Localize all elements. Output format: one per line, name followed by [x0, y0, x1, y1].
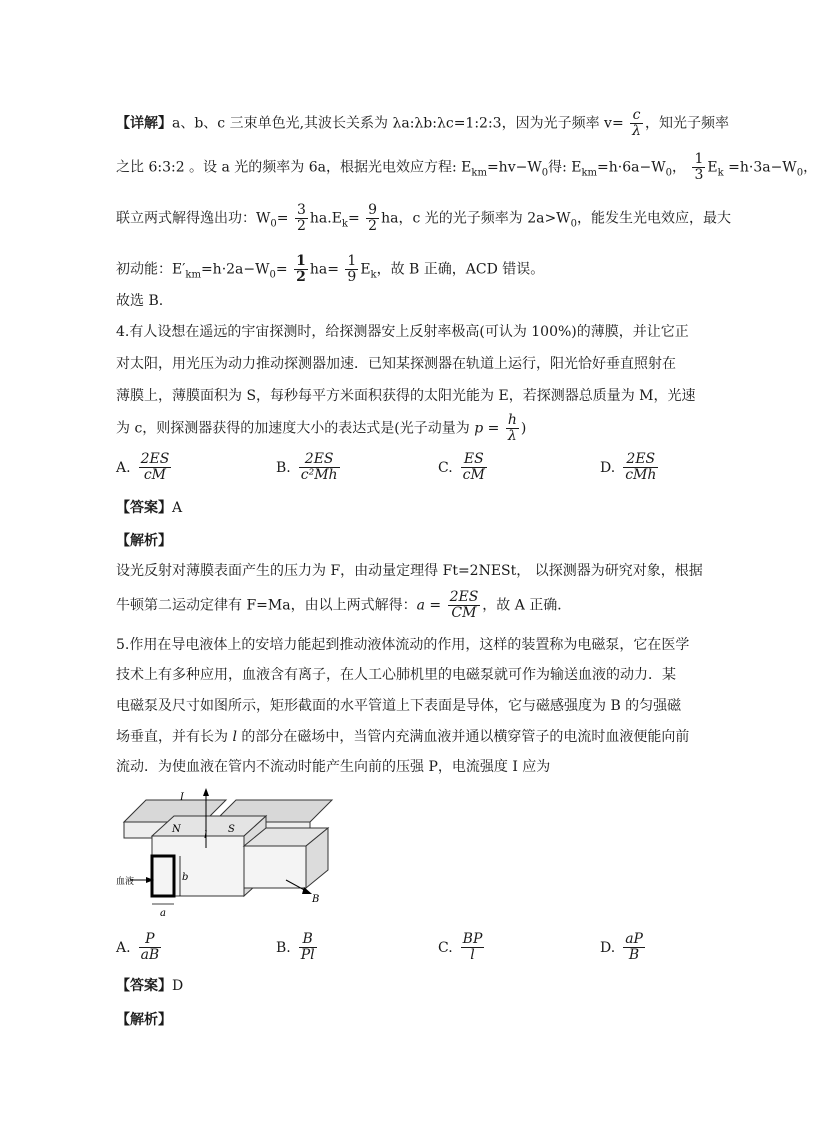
option-fraction	[139, 452, 172, 483]
detail-line-1	[116, 108, 729, 139]
detail-text-2g: =h·3a−W	[723, 159, 797, 176]
frac-den: cMh	[625, 467, 657, 483]
detail-text-2c: 得: E	[548, 159, 582, 176]
q4-sol-text-a: 牛顿第二运动定律有 F=Ma，由以上两式解得：	[116, 597, 417, 614]
sub-km: km	[581, 167, 598, 179]
sub-k: k	[717, 167, 724, 179]
pipe-right-front	[244, 846, 306, 888]
current-arrow-head	[203, 788, 209, 796]
one-ninth-fraction	[345, 254, 358, 285]
q5-option-b[interactable]	[276, 932, 319, 963]
option-label: A.	[116, 939, 131, 956]
frac-den: 2	[296, 218, 306, 234]
detail-text-3b: =	[276, 210, 289, 227]
frequency-fraction	[630, 108, 643, 139]
detail-text-4c: =	[275, 261, 288, 278]
frac-den: cM	[462, 467, 485, 483]
q5-line-4	[116, 728, 689, 746]
one-half-fraction	[294, 254, 308, 285]
detail-text-3e: ha，c 光的光子频率为 2a>W	[381, 210, 571, 227]
option-fraction	[139, 932, 162, 963]
momentum-symbol: p =	[474, 420, 500, 437]
frac-num: 1	[347, 253, 357, 269]
nine-halves-fraction	[366, 203, 379, 234]
frac-den: l	[470, 947, 475, 963]
detail-text-4b: =h·2a−W	[200, 261, 270, 278]
frac-num: 2ES	[140, 451, 170, 467]
q4-solution-1: 设光反射对薄膜表面产生的压力为 F，由动量定理得 Ft=2NESt， 以探测器为研究对象，根据	[116, 563, 703, 579]
fig-label-a: a	[160, 908, 166, 919]
q4-line-1: 4.有人设想在遥远的宇宙探测时，给探测器安上反射率极高(可认为 100%)的薄膜，并让它正	[116, 324, 689, 340]
frac-den: λ	[507, 428, 517, 444]
sub-0: 0	[796, 167, 804, 179]
sub-0: 0	[269, 269, 276, 281]
detail-text-3a: 联立两式解得逸出功：W	[116, 210, 271, 227]
q4-solution-2	[116, 590, 571, 621]
q5-line-1: 5.作用在导电液体上的安培力能起到推动液体流动的作用，这样的装置称为电磁泵，它在医学	[116, 637, 690, 653]
sub-0: 0	[570, 218, 577, 230]
frac-num: 3	[296, 202, 306, 218]
option-label: A.	[116, 459, 131, 476]
sub-km: km	[185, 269, 201, 281]
frac-num: 1	[296, 253, 306, 269]
frac-num: ES	[461, 452, 487, 468]
q5-option-a[interactable]	[116, 932, 163, 963]
detail-text-2d: =h·6a−W	[597, 159, 666, 176]
sub-k: k	[341, 218, 348, 230]
option-fraction	[299, 452, 340, 483]
answer-value: A	[172, 500, 183, 516]
q4-line-4	[116, 413, 526, 444]
frac-den: Pl	[300, 947, 315, 963]
fig-label-field: B	[312, 894, 320, 905]
frac-den: λ	[632, 123, 642, 139]
frac-den: cM	[143, 467, 167, 483]
option-fraction	[461, 932, 485, 963]
answer-tag: 【答案】	[116, 500, 172, 516]
q5-text-4b: 的部分在磁场中，当管内充满血液并通以横穿管子的电流时血液便能向前	[236, 729, 690, 745]
q5-text-4a: 场垂直，并有长为	[116, 729, 233, 745]
frac-num: 9	[368, 202, 378, 218]
frac-num: 1	[694, 151, 704, 167]
fig-label-i: I	[180, 792, 184, 803]
q4-option-a[interactable]	[116, 452, 173, 483]
frac-den: B	[628, 947, 640, 963]
frac-num: 2ES	[299, 452, 340, 468]
detail-text-2e: ，	[672, 159, 686, 176]
frac-den: 2	[368, 218, 378, 234]
sub-k: k	[370, 269, 377, 281]
length-symbol: l	[232, 729, 237, 745]
frac-num: BP	[462, 931, 483, 947]
q4-analysis-tag: 【解析】	[116, 533, 172, 549]
detail-line-4	[116, 254, 544, 285]
option-fraction	[299, 932, 317, 963]
option-label: D.	[600, 459, 616, 476]
option-label: B.	[276, 939, 291, 956]
detail-text-3c: ha.E	[309, 210, 342, 227]
frac-den: c²Mh	[300, 467, 338, 483]
q5-answer	[116, 977, 183, 995]
frac-den: aB	[140, 947, 160, 963]
q4-sol-text-b: ，故 A 正确．	[482, 597, 572, 614]
q5-line-3: 电磁泵及尺寸如图所示，矩形截面的水平管道上下表面是导体，它与磁感强度为 B 的匀强磁	[116, 698, 682, 714]
detail-text-4f: ，故 B 正确，ACD 错误。	[376, 261, 545, 278]
frac-den: 3	[694, 167, 704, 183]
detail-text-4a: 初动能：E′	[116, 261, 186, 278]
one-third-fraction	[692, 152, 705, 183]
fig-label-n: N	[172, 824, 181, 835]
option-fraction	[623, 932, 645, 963]
q4-answer	[116, 499, 182, 517]
q5-line-2: 技术上有多种应用，血液含有离子，在人工心肺机里的电磁泵就可作为输送血液的动力．某	[116, 667, 676, 683]
frac-num: h	[507, 412, 517, 428]
q4-text-4a: 为 c，则探测器获得的加速度大小的表达式是(光子动量为	[116, 420, 475, 437]
frac-num: P	[139, 932, 162, 948]
sub-km: km	[471, 167, 487, 179]
fig-label-b: b	[182, 872, 189, 883]
fig-label-blood: 血液	[116, 877, 135, 887]
q4-option-c[interactable]	[438, 452, 489, 483]
answer-tag: 【答案】	[116, 978, 172, 994]
frac-den: CM	[451, 605, 477, 621]
q4-text-4b: )	[520, 420, 527, 437]
q4-option-b[interactable]	[276, 452, 342, 483]
frac-den: 9	[347, 269, 357, 285]
q4-line-3: 薄膜上，薄膜面积为 S，每秒每平方米面积获得的太阳光能为 E，若探测器总质量为 M，光速	[116, 388, 696, 404]
q5-analysis-tag: 【解析】	[116, 1012, 172, 1028]
electromagnetic-pump-figure	[116, 788, 332, 920]
detail-text-1a: a、b、c 三束单色光,其波长关系为 λa:λb:λc=1:2:3，因为光子频率 v=	[172, 115, 624, 132]
q5-option-c[interactable]	[438, 932, 486, 963]
frac-num: 2ES	[449, 589, 479, 605]
choose-line: 故选 B.	[116, 293, 164, 309]
option-label: D.	[600, 939, 616, 956]
detail-text-2f: E	[707, 159, 718, 176]
detail-text-2a: 之比 6:3:2 。设 a 光的频率为 6a，根据光电效应方程: E	[116, 159, 472, 176]
detail-text-2b: =hv−W	[486, 159, 542, 176]
fig-label-s: S	[228, 824, 235, 835]
frac-num: aP	[625, 931, 643, 947]
detail-text-1b: ，知光子频率	[645, 115, 730, 132]
q5-line-5: 流动．为使血液在管内不流动时能产生向前的压强 P，电流强度 I 应为	[116, 759, 551, 775]
q5-option-d[interactable]	[600, 932, 647, 963]
option-fraction	[623, 452, 658, 483]
option-label: B.	[276, 459, 291, 476]
frac-den: 2	[296, 269, 306, 285]
frac-num: 2ES	[623, 452, 658, 468]
q4-line-2: 对太阳，用光压为动力推动探测器加速．已知某探测器在轨道上运行，阳光恰好垂直照射在	[116, 356, 676, 372]
option-label: C.	[438, 459, 453, 476]
detail-text-4e: E	[360, 261, 371, 278]
pipe-front-left	[152, 836, 244, 896]
fig-label-l: l	[204, 830, 208, 841]
option-fraction	[461, 452, 487, 483]
frac-num: B	[299, 932, 317, 948]
accel-symbol: a =	[416, 597, 442, 614]
detail-text-3d: =	[347, 210, 360, 227]
three-halves-fraction	[295, 203, 308, 234]
detail-text-3f: ，能发生光电效应，最大	[576, 210, 731, 227]
frac-num: c	[630, 108, 643, 124]
detail-label: 【详解】	[116, 115, 172, 132]
detail-text-4d: ha=	[309, 261, 339, 278]
answer-value: D	[172, 978, 184, 994]
detail-text-2h: ，	[803, 159, 817, 176]
detail-line-2	[116, 152, 817, 183]
sub-0: 0	[541, 167, 549, 179]
sub-0: 0	[270, 218, 277, 230]
option-label: C.	[438, 939, 453, 956]
accel-fraction	[448, 590, 481, 621]
detail-line-3	[116, 203, 731, 234]
q4-option-d[interactable]	[600, 452, 660, 483]
sub-0: 0	[665, 167, 672, 179]
momentum-fraction	[506, 413, 519, 444]
